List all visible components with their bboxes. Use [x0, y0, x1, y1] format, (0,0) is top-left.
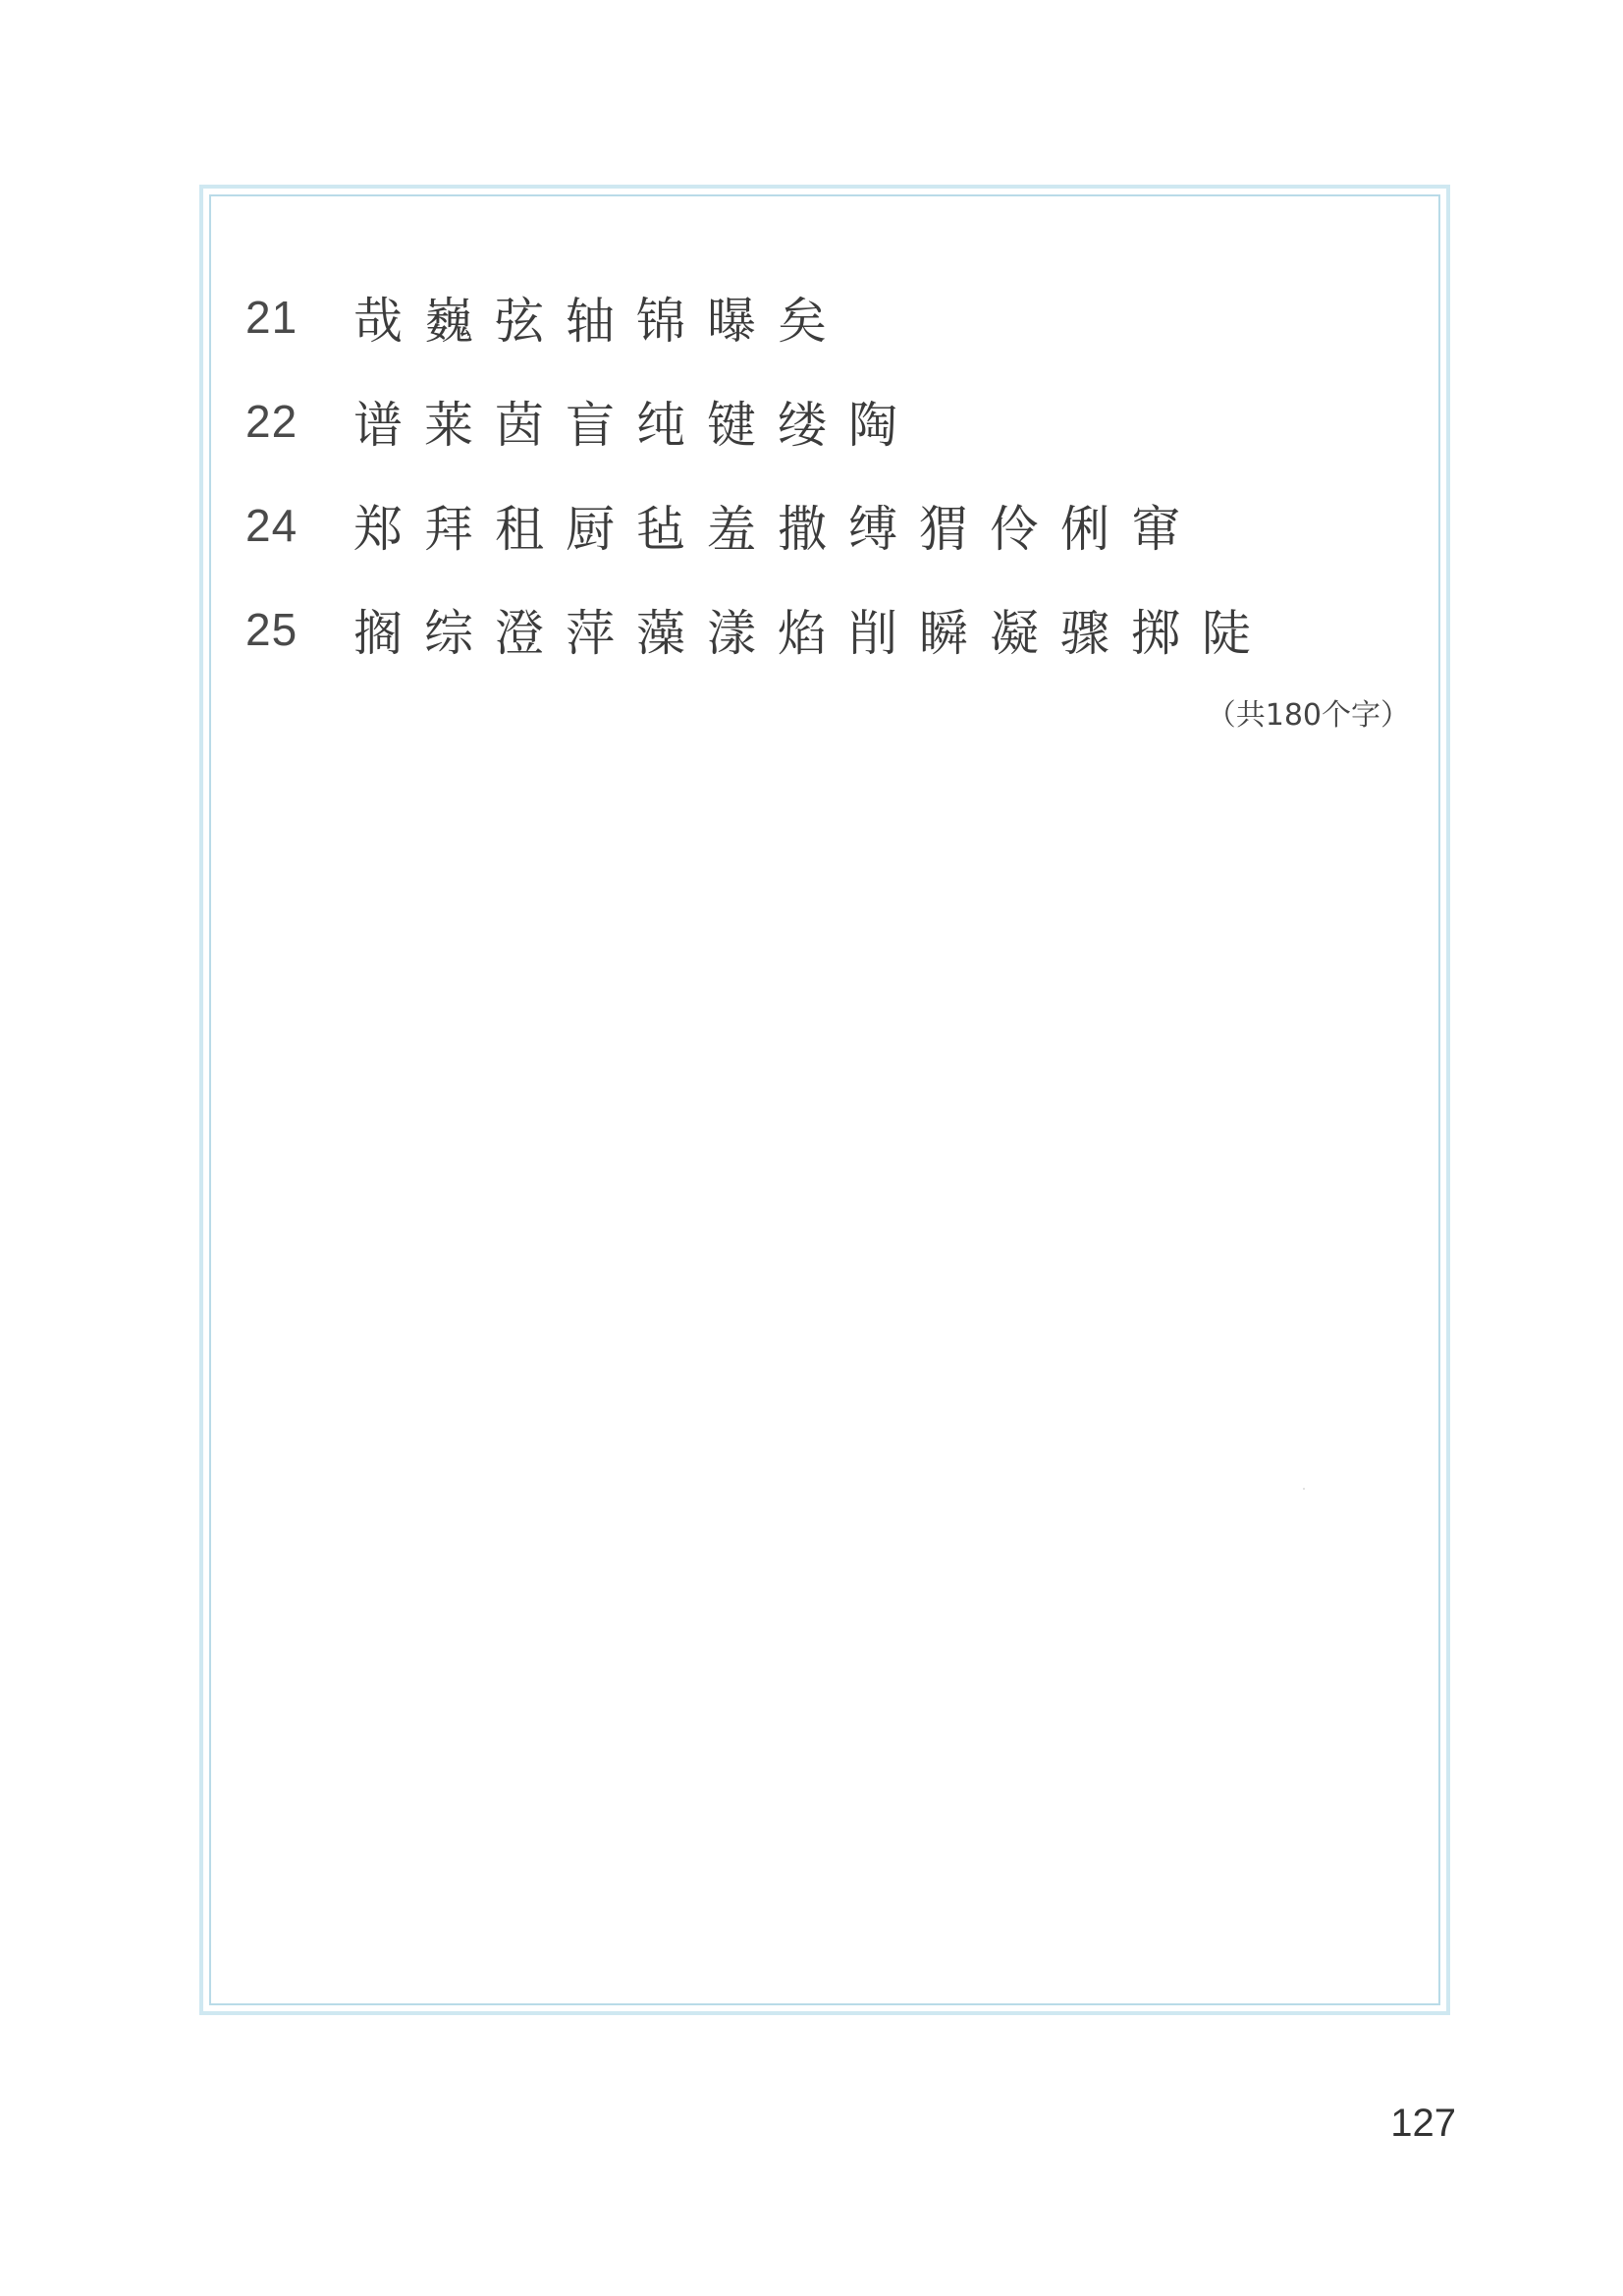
lesson-characters: 郑拜租厨毡羞撒缚猬伶俐窜 [353, 501, 1202, 558]
lesson-characters: 谱莱茵盲纯键缕陶 [353, 397, 919, 454]
lesson-number: 24 [245, 500, 298, 551]
lesson-row-22 [245, 369, 1404, 473]
lesson-characters: 哉巍弦轴锦曝矣 [353, 293, 848, 350]
lesson-characters: 搁综澄萍藻漾焰削瞬凝骤掷陡 [353, 605, 1272, 662]
lesson-number: 21 [245, 292, 298, 343]
lesson-number: 25 [245, 604, 298, 655]
total-character-count: （共180个字） [1206, 698, 1410, 733]
lesson-row-24 [245, 473, 1404, 577]
character-list [245, 265, 1404, 682]
lesson-row-25 [245, 577, 1404, 682]
scan-speck [1303, 1488, 1305, 1490]
lesson-number: 22 [245, 396, 298, 447]
page-number: 127 [1390, 2102, 1456, 2145]
lesson-row-21 [245, 265, 1404, 369]
